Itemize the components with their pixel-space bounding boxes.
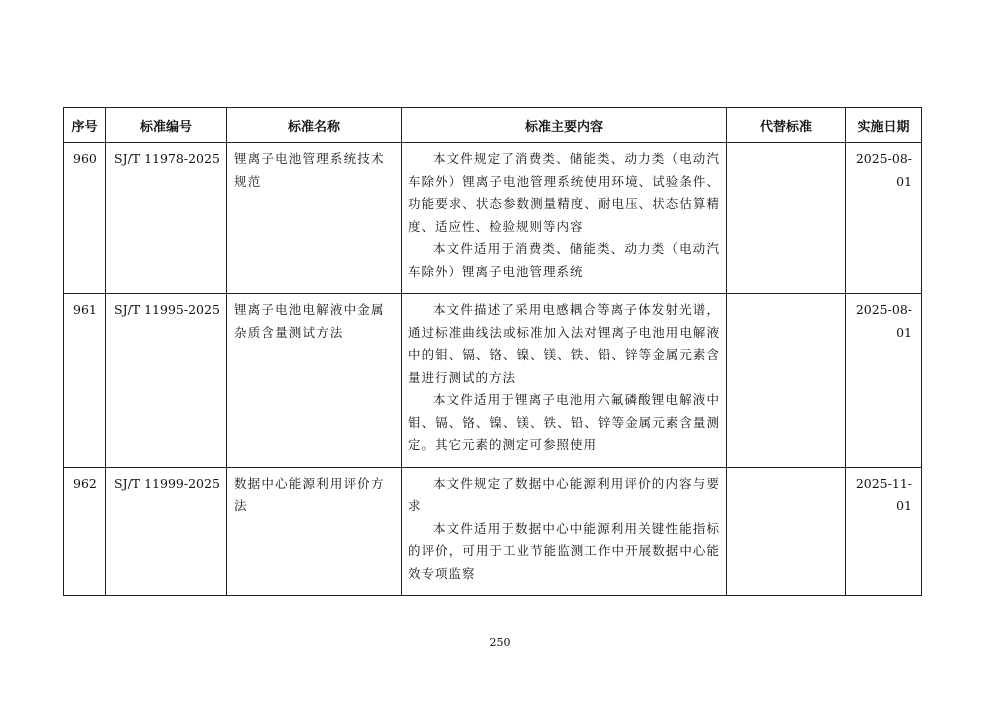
row-date: 2025-08-01: [846, 294, 922, 468]
row-code: SJ/T 11999-2025: [106, 467, 227, 596]
row-date: 2025-08-01: [846, 143, 922, 294]
row-number: 962: [64, 467, 106, 596]
header-number: 序号: [64, 108, 106, 143]
content-paragraph: 本文件适用于锂离子电池用六氟磷酸锂电解液中钼、镉、铬、镍、镁、铁、铅、锌等金属元素含量测定。其它元素的测定可参照使用: [408, 392, 720, 452]
content-paragraph: 本文件适用于消费类、储能类、动力类（电动汽车除外）锂离子电池管理系统: [408, 241, 720, 279]
row-replaces: [727, 294, 846, 468]
table-row: [64, 294, 922, 468]
row-date: 2025-11-01: [846, 467, 922, 596]
content-paragraph: 本文件规定了数据中心能源利用评价的内容与要求: [408, 475, 720, 513]
row-content: [402, 467, 727, 596]
row-name: 锂离子电池电解液中金属杂质含量测试方法: [227, 294, 402, 468]
header-code: 标准编号: [106, 108, 227, 143]
header-replaces: 代替标准: [727, 108, 846, 143]
header-name: 标准名称: [227, 108, 402, 143]
row-replaces: [727, 143, 846, 294]
page-number: 250: [489, 636, 511, 649]
table-header-row: [64, 108, 922, 143]
row-number: 960: [64, 143, 106, 294]
row-number: 961: [64, 294, 106, 468]
header-date: 实施日期: [846, 108, 922, 143]
row-content: [402, 294, 727, 468]
table-row: [64, 143, 922, 294]
header-content: 标准主要内容: [402, 108, 727, 143]
standards-table: [63, 107, 922, 596]
table-row: [64, 467, 922, 596]
row-name: 数据中心能源利用评价方法: [227, 467, 402, 596]
row-replaces: [727, 467, 846, 596]
row-code: SJ/T 11978-2025: [106, 143, 227, 294]
content-paragraph: 本文件描述了采用电感耦合等离子体发射光谱，通过标准曲线法或标准加入法对锂离子电池用电解液中的钼、镉、铬、镍、镁、铁、铅、锌等金属元素含量进行测试的方法: [408, 302, 720, 385]
row-name: 锂离子电池管理系统技术规范: [227, 143, 402, 294]
content-paragraph: 本文件适用于数据中心中能源利用关键性能指标的评价，可用于工业节能监测工作中开展数据中心能效专项监察: [408, 520, 720, 581]
content-paragraph: 本文件规定了消费类、储能类、动力类（电动汽车除外）锂离子电池管理系统使用环境、试验条件、功能要求、状态参数测量精度、耐电压、状态估算精度、适应性、检验规则等内容: [408, 151, 720, 234]
row-code: SJ/T 11995-2025: [106, 294, 227, 468]
row-content: [402, 143, 727, 294]
